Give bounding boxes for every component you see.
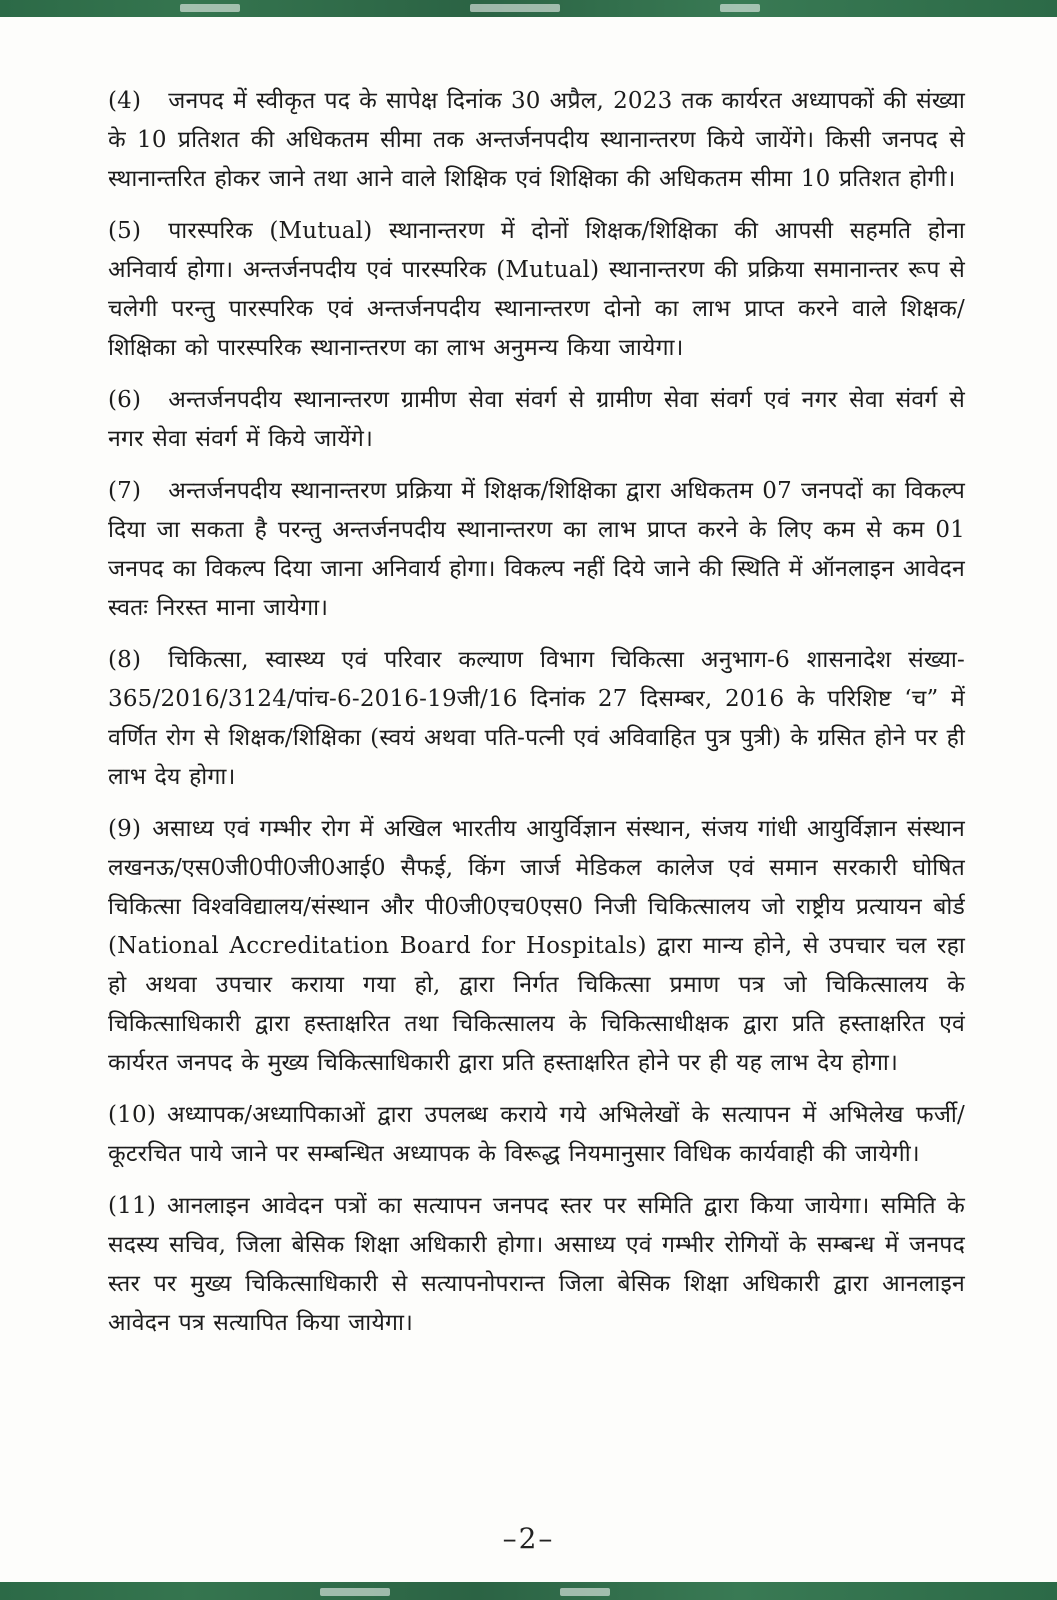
paragraph-11 [108,1187,965,1343]
paragraph-5-text: पारस्परिक (Mutual) स्थानान्तरण में दोनों शिक्षक/शिक्षिका की आपसी सहमति होना अनिवार्य होगा। अन्तर्जनपदीय एवं पारस्परिक (Mutual) स्थानान्तरण की प्रक्रिया समानान्तर रूप से चलेगी परन्तु पारस्परिक एवं अन्तर्जनपदीय स्थानान्तरण दोनो का लाभ प्राप्त करने वाले शिक्षक/शिक्षिका को पारस्परिक स्थानान्तरण का लाभ अनुमन्य किया जायेगा। [108,218,965,361]
scan-artifact [720,4,760,12]
scan-artifact [320,1588,390,1596]
paragraph-10 [108,1096,965,1174]
paragraph-7 [108,472,965,628]
paragraph-7-number: (7) [108,478,142,504]
scan-edge-bottom-bar [0,1582,1057,1600]
scan-artifact [560,1588,610,1596]
paragraph-8 [108,641,965,797]
paragraph-4-number: (4) [108,88,142,114]
paragraph-8-number: (8) [108,647,142,673]
paragraph-4-text: जनपद में स्वीकृत पद के सापेक्ष दिनांक 30 अप्रैल, 2023 तक कार्यरत अध्यापकों की संख्या के 10 प्रतिशत की अधिकतम सीमा तक अन्तर्जनपदीय स्थानान्तरण किये जायेंगे। किसी जनपद से स्थानान्तरित होकर जाने तथा आने वाले शिक्षिक एवं शिक्षिका की अधिकतम सीमा 10 प्रतिशत होगी। [108,88,965,192]
scan-artifact [470,4,560,12]
paragraph-11-text: आनलाइन आवेदन पत्रों का सत्यापन जनपद स्तर पर समिति द्वारा किया जायेगा। समिति के सदस्य सचिव, जिला बेसिक शिक्षा अधिकारी होगा। असाध्य एवं गम्भीर रोगियों के सम्बन्ध में जनपद स्तर पर मुख्य चिकित्साधिकारी से सत्यापनोपरान्त जिला बेसिक शिक्षा अधिकारी द्वारा आनलाइन आवेदन पत्र सत्यापित किया जायेगा। [108,1193,965,1336]
paragraph-6 [108,381,965,459]
paragraph-9 [108,810,965,1083]
scan-edge-top-bar [0,0,1057,17]
paragraph-10-number: (10) [108,1102,157,1128]
paragraph-7-text: अन्तर्जनपदीय स्थानान्तरण प्रक्रिया में शिक्षक/शिक्षिका द्वारा अधिकतम 07 जनपदों का विकल्प दिया जा सकता है परन्तु अन्तर्जनपदीय स्थानान्तरण का लाभ प्राप्त करने के लिए कम से कम 01 जनपद का विकल्प दिया जाना अनिवार्य होगा। विकल्प नहीं दिये जाने की स्थिति में ऑनलाइन आवेदन स्वतः निरस्त माना जायेगा। [108,478,965,621]
paragraph-4 [108,82,965,199]
document-body [108,82,965,1356]
scan-artifact [180,4,240,12]
paragraph-9-text: असाध्य एवं गम्भीर रोग में अखिल भारतीय आयुर्विज्ञान संस्थान, संजय गांधी आयुर्विज्ञान संस्थान लखनऊ/एस0जी0पी0जी0आई0 सैफई, किंग जार्ज मेडिकल कालेज एवं समान सरकारी घोषित चिकित्सा विश्वविद्यालय/संस्थान और पी0जी0एच0एस0 निजी चिकित्सालय जो राष्ट्रीय प्रत्यायन बोर्ड (National Accreditation Board for Hospitals) द्वारा मान्य होने, से उपचार चल रहा हो अथवा उपचार कराया गया हो, द्वारा निर्गत चिकित्सा प्रमाण पत्र जो चिकित्सालय के चिकित्साधिकारी द्वारा हस्ताक्षरित तथा चिकित्सालय के चिकित्साधीक्षक द्वारा प्रति हस्ताक्षरित एवं कार्यरत जनपद के मुख्य चिकित्साधिकारी द्वारा प्रति हस्ताक्षरित होने पर ही यह लाभ देय होगा। [108,816,965,1076]
paragraph-6-number: (6) [108,387,142,413]
page-number: –2– [502,1522,555,1555]
paragraph-6-text: अन्तर्जनपदीय स्थानान्तरण ग्रामीण सेवा संवर्ग से ग्रामीण सेवा संवर्ग एवं नगर सेवा संवर्ग से नगर सेवा संवर्ग में किये जायेंगे। [108,387,965,452]
paragraph-5 [108,212,965,368]
paragraph-9-number: (9) [108,816,142,842]
paragraph-5-number: (5) [108,218,142,244]
paragraph-8-text: चिकित्सा, स्वास्थ्य एवं परिवार कल्याण विभाग चिकित्सा अनुभाग-6 शासनादेश संख्या- 365/2016/3124/पांच-6-2016-19जी/16 दिनांक 27 दिसम्बर, 2016 के परिशिष्ट ‘च” में वर्णित रोग से शिक्षक/शिक्षिका (स्वयं अथवा पति-पत्नी एवं अविवाहित पुत्र पुत्री) के ग्रसित होने पर ही लाभ देय होगा। [108,647,965,790]
paragraph-10-text: अध्यापक/अध्यापिकाओं द्वारा उपलब्ध कराये गये अभिलेखों के सत्यापन में अभिलेख फर्जी/कूटरचित पाये जाने पर सम्बन्धित अध्यापक के विरूद्ध नियमानुसार विधिक कार्यवाही की जायेगी। [108,1102,965,1167]
paragraph-11-number: (11) [108,1193,157,1219]
